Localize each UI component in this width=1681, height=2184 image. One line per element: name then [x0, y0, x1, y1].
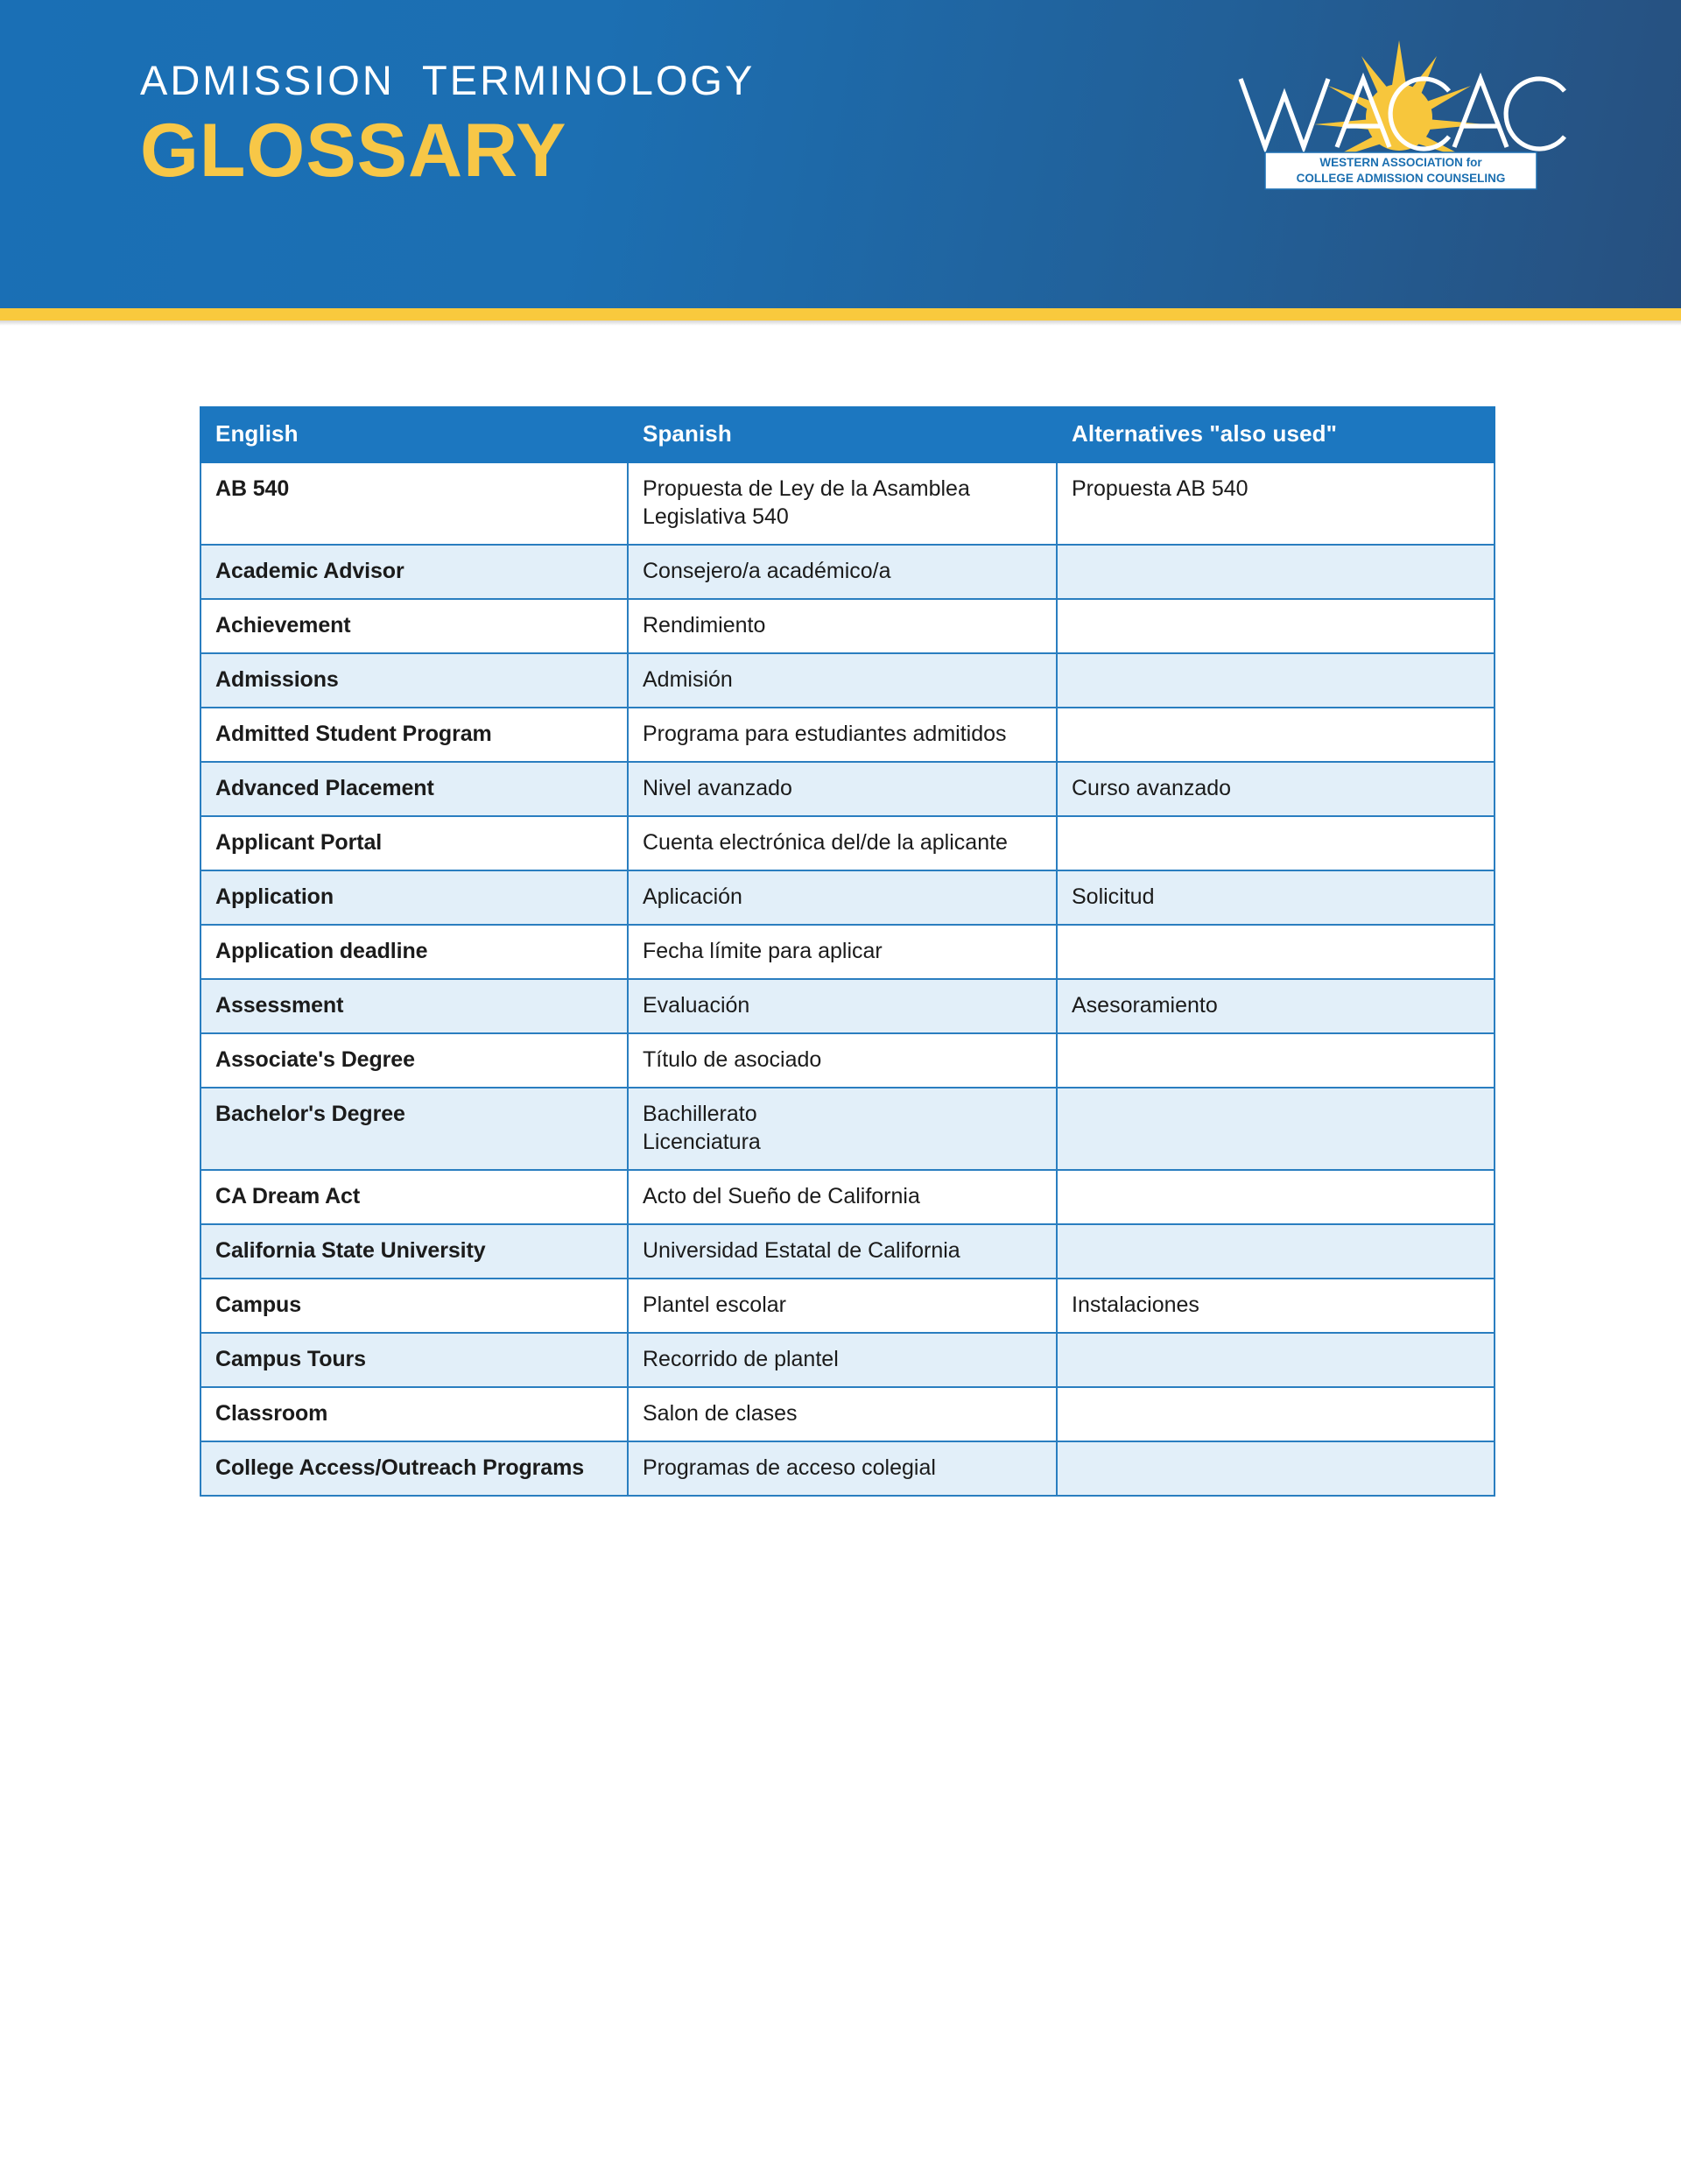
- cell-spanish: Universidad Estatal de California: [628, 1224, 1057, 1279]
- table-row: [200, 1088, 1495, 1170]
- cell-alternatives: [1057, 599, 1495, 653]
- cell-english: AB 540: [200, 462, 628, 545]
- cell-spanish: Título de asociado: [628, 1033, 1057, 1088]
- cell-alternatives: Solicitud: [1057, 870, 1495, 925]
- table-row: [200, 708, 1495, 762]
- column-header-spanish: Spanish: [628, 407, 1057, 462]
- cell-alternatives: [1057, 1333, 1495, 1387]
- cell-english: Advanced Placement: [200, 762, 628, 816]
- cell-english: Academic Advisor: [200, 545, 628, 599]
- table-row: [200, 1033, 1495, 1088]
- table-header-row: [200, 407, 1495, 462]
- cell-alternatives: [1057, 1033, 1495, 1088]
- cell-spanish: Consejero/a académico/a: [628, 545, 1057, 599]
- header-accent-rule: [0, 308, 1681, 321]
- cell-spanish: Plantel escolar: [628, 1279, 1057, 1333]
- cell-english: Classroom: [200, 1387, 628, 1441]
- page-body: [0, 326, 1681, 1497]
- cell-spanish: Nivel avanzado: [628, 762, 1057, 816]
- cell-english: Associate's Degree: [200, 1033, 628, 1088]
- cell-spanish: Bachillerato Licenciatura: [628, 1088, 1057, 1170]
- cell-english: Applicant Portal: [200, 816, 628, 870]
- table-row: [200, 762, 1495, 816]
- cell-spanish: Cuenta electrónica del/de la aplicante: [628, 816, 1057, 870]
- cell-spanish: Programas de acceso colegial: [628, 1441, 1057, 1496]
- cell-alternatives: [1057, 1387, 1495, 1441]
- cell-alternatives: [1057, 1088, 1495, 1170]
- cell-english: Admitted Student Program: [200, 708, 628, 762]
- cell-alternatives: [1057, 653, 1495, 708]
- cell-english: College Access/Outreach Programs: [200, 1441, 628, 1496]
- header-kicker: ADMISSION TERMINOLOGY: [140, 57, 756, 103]
- cell-english: Campus: [200, 1279, 628, 1333]
- table-row: [200, 870, 1495, 925]
- table-row: [200, 816, 1495, 870]
- cell-spanish: Evaluación: [628, 979, 1057, 1033]
- cell-english: Campus Tours: [200, 1333, 628, 1387]
- table-row: [200, 599, 1495, 653]
- cell-alternatives: [1057, 816, 1495, 870]
- cell-english: Bachelor's Degree: [200, 1088, 628, 1170]
- column-header-english: English: [200, 407, 628, 462]
- cell-alternatives: [1057, 708, 1495, 762]
- table-row: [200, 979, 1495, 1033]
- glossary-table: [200, 406, 1495, 1497]
- table-body: [200, 462, 1495, 1496]
- cell-english: Application deadline: [200, 925, 628, 979]
- page-title: GLOSSARY: [140, 109, 567, 193]
- cell-english: CA Dream Act: [200, 1170, 628, 1224]
- header-title-block: [140, 57, 756, 193]
- cell-alternatives: [1057, 1170, 1495, 1224]
- logo-label-line2: COLLEGE ADMISSION COUNSELING: [1296, 172, 1506, 185]
- table-row: [200, 1333, 1495, 1387]
- cell-spanish: Acto del Sueño de California: [628, 1170, 1057, 1224]
- cell-spanish: Rendimiento: [628, 599, 1057, 653]
- cell-spanish: Recorrido de plantel: [628, 1333, 1057, 1387]
- table-row: [200, 1279, 1495, 1333]
- column-header-alternatives: Alternatives "also used": [1057, 407, 1495, 462]
- table-row: [200, 653, 1495, 708]
- cell-alternatives: [1057, 925, 1495, 979]
- cell-alternatives: Instalaciones: [1057, 1279, 1495, 1333]
- table-row: [200, 1441, 1495, 1496]
- table-row: [200, 462, 1495, 545]
- table-row: [200, 925, 1495, 979]
- cell-spanish: Propuesta de Ley de la Asamblea Legislativa 540: [628, 462, 1057, 545]
- cell-spanish: Salon de clases: [628, 1387, 1057, 1441]
- cell-english: Admissions: [200, 653, 628, 708]
- cell-alternatives: Asesoramiento: [1057, 979, 1495, 1033]
- table-row: [200, 1224, 1495, 1279]
- cell-alternatives: [1057, 1224, 1495, 1279]
- cell-spanish: Aplicación: [628, 870, 1057, 925]
- table-row: [200, 1170, 1495, 1224]
- page-header-banner: [0, 0, 1681, 308]
- cell-english: Application: [200, 870, 628, 925]
- logo-label-line1: WESTERN ASSOCIATION for: [1319, 156, 1482, 169]
- wacac-logo: [1230, 33, 1572, 191]
- cell-spanish: Fecha límite para aplicar: [628, 925, 1057, 979]
- cell-english: Achievement: [200, 599, 628, 653]
- cell-english: California State University: [200, 1224, 628, 1279]
- cell-alternatives: [1057, 545, 1495, 599]
- table-row: [200, 1387, 1495, 1441]
- table-row: [200, 545, 1495, 599]
- cell-alternatives: Propuesta AB 540: [1057, 462, 1495, 545]
- cell-spanish: Admisión: [628, 653, 1057, 708]
- banner-left-accent: [0, 0, 9, 308]
- cell-english: Assessment: [200, 979, 628, 1033]
- cell-alternatives: Curso avanzado: [1057, 762, 1495, 816]
- table-header: [200, 407, 1495, 462]
- cell-spanish: Programa para estudiantes admitidos: [628, 708, 1057, 762]
- cell-alternatives: [1057, 1441, 1495, 1496]
